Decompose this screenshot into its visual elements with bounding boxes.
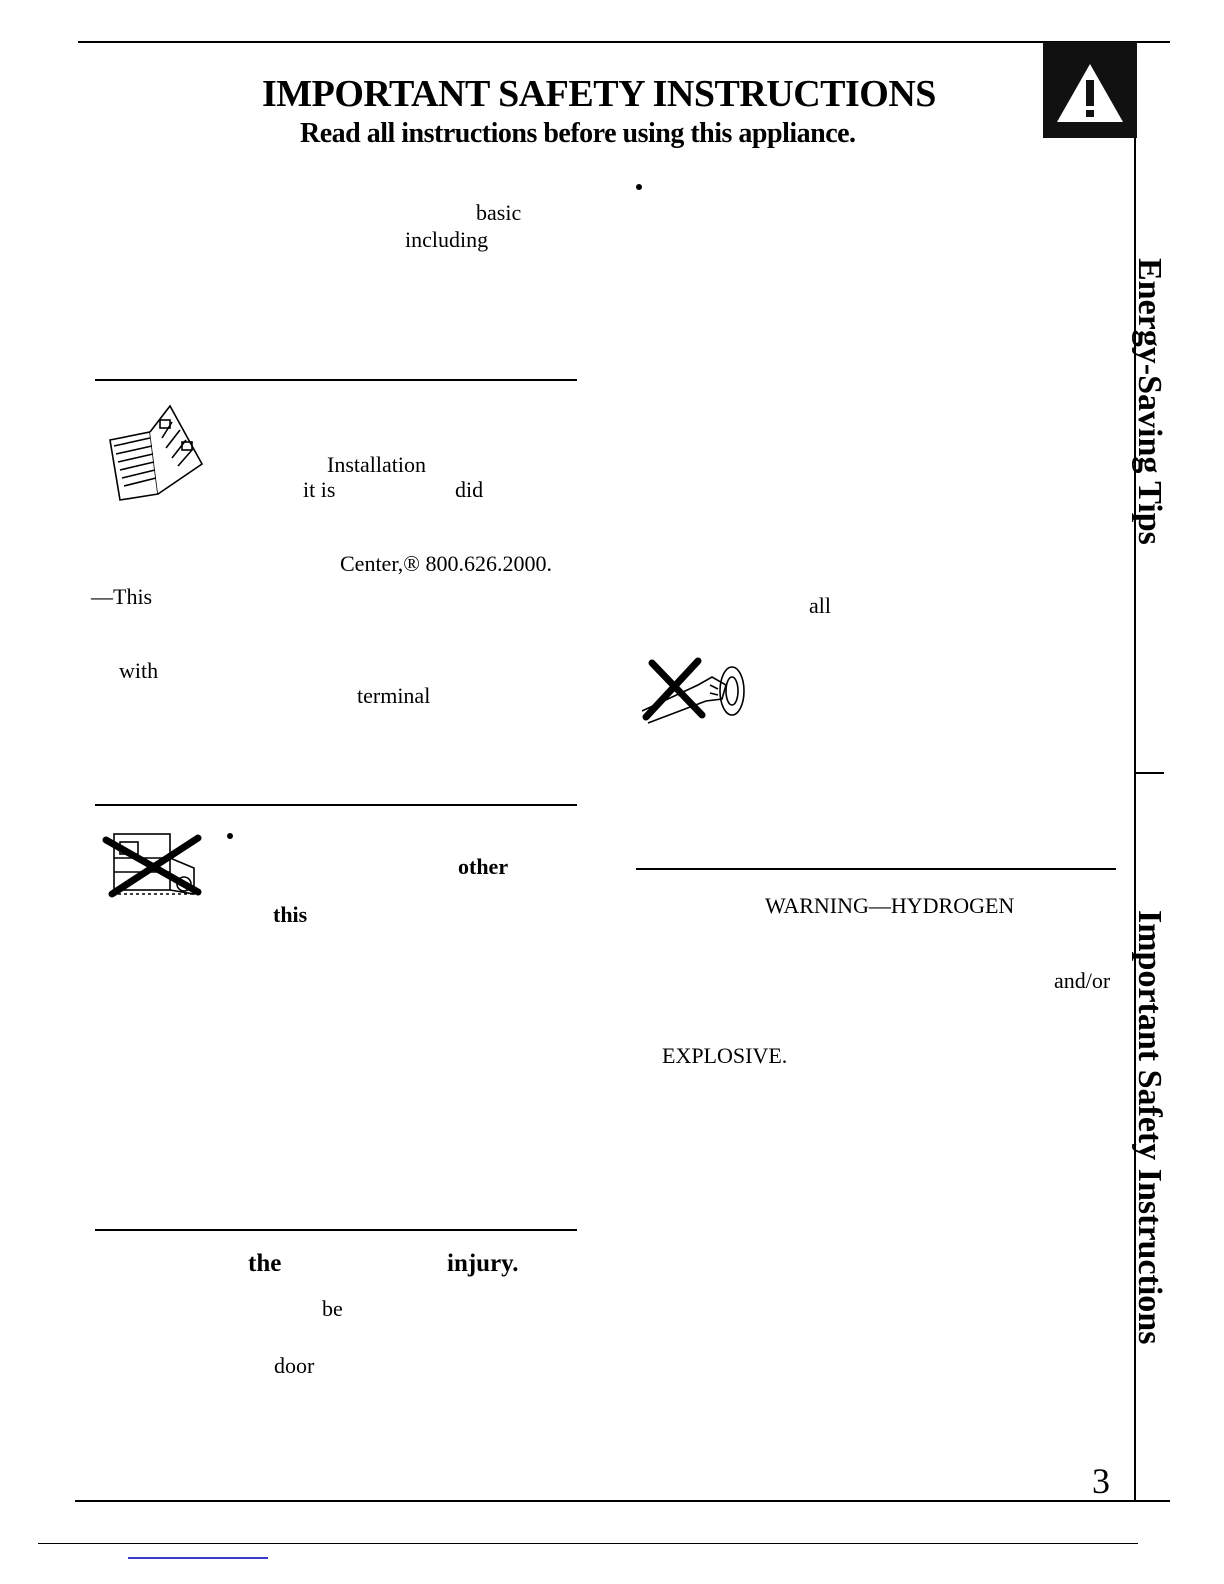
fragment-did: did	[455, 477, 484, 502]
fragment-door: door	[274, 1353, 315, 1378]
tab-important-safety-instructions[interactable]: Important Safety Instructions	[1131, 910, 1168, 1345]
fragment-other: other	[458, 854, 509, 879]
footer-rule	[38, 1543, 1138, 1544]
fragment-it-is: it is	[303, 477, 336, 502]
bullet-top-right	[636, 184, 642, 190]
fragment-installation: Installation	[327, 452, 426, 477]
fragment-explosive: EXPLOSIVE.	[662, 1043, 788, 1068]
fragment-basic: basic	[476, 200, 522, 225]
section-rule-2	[95, 804, 577, 806]
fragment-and-or: and/or	[1054, 968, 1111, 993]
manual-book-icon	[100, 402, 212, 502]
tab-separator	[1134, 772, 1164, 774]
page-subtitle: Read all instructions before using this appliance.	[300, 118, 856, 149]
section-rule-3	[95, 1229, 577, 1231]
page-title: IMPORTANT SAFETY INSTRUCTIONS	[262, 73, 936, 115]
fragment-terminal: terminal	[357, 683, 431, 708]
warning-triangle-icon	[1043, 42, 1137, 138]
fragment-injury: injury.	[447, 1250, 519, 1277]
page-number: 3	[1092, 1461, 1110, 1501]
crossed-appliance-icon	[98, 828, 208, 900]
fragment-the: the	[248, 1250, 282, 1277]
footer-link-underline[interactable]	[128, 1557, 268, 1559]
fragment-phone-number: Center,® 800.626.2000.	[340, 551, 552, 576]
tab-energy-saving-tips[interactable]: Energy-Saving Tips	[1131, 258, 1168, 545]
top-rule	[78, 41, 1170, 43]
fragment-warning-hydrogen: WARNING—HYDROGEN	[765, 893, 1015, 918]
bottom-rule	[75, 1500, 1170, 1502]
bullet-appliance	[227, 833, 233, 839]
fragment-this-dash: —This	[91, 584, 153, 609]
crossed-plug-icon	[638, 655, 750, 727]
fragment-including: including	[405, 227, 489, 252]
fragment-be: be	[322, 1296, 343, 1321]
section-rule-4	[636, 868, 1116, 870]
warning-badge	[1043, 42, 1137, 138]
section-rule-1	[95, 379, 577, 381]
fragment-this: this	[273, 902, 308, 927]
fragment-with: with	[119, 658, 159, 683]
fragment-all: all	[809, 593, 831, 618]
